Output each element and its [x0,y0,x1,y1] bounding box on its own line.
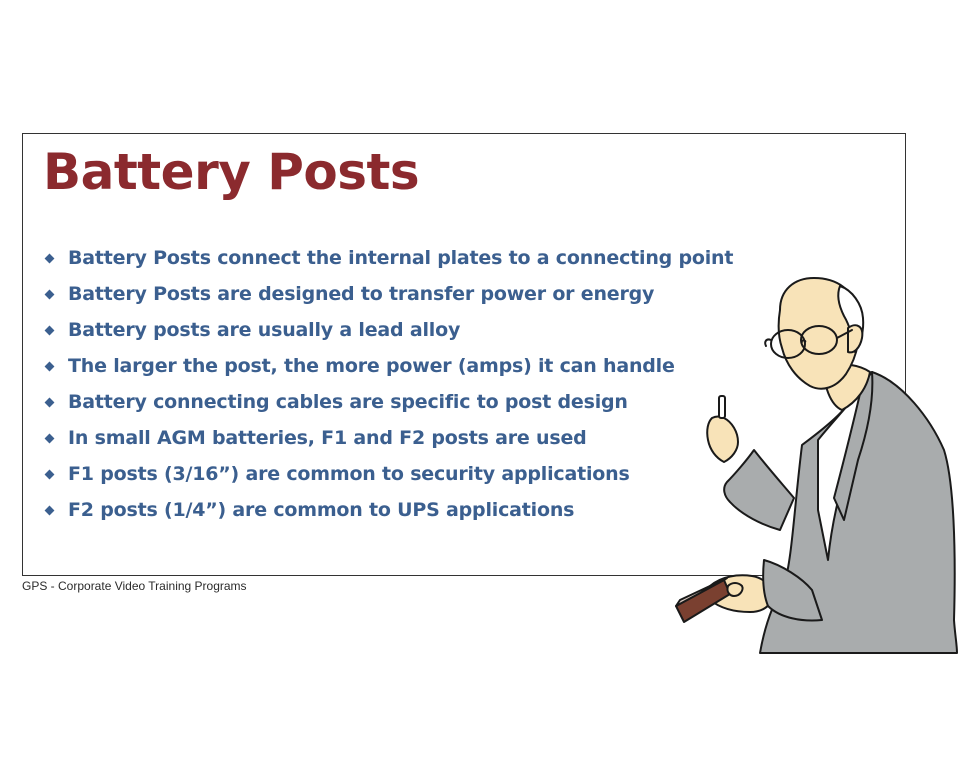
presenter-illustration [672,260,960,660]
footer-credit: GPS - Corporate Video Training Programs [22,579,247,593]
bullet-text: Battery connecting cables are specific to post design [68,391,628,413]
bullet-text: Battery Posts connect the internal plates to a connecting point [68,247,734,269]
bullet-item [44,348,733,384]
bullet-text: F1 posts (3/16”) are common to security applications [68,463,630,485]
diamond-bullet-icon [45,469,55,479]
bullet-item [44,456,733,492]
bullet-list [44,240,733,528]
bullet-text: Battery Posts are designed to transfer power or energy [68,283,655,305]
diamond-bullet-icon [45,325,55,335]
diamond-bullet-icon [45,397,55,407]
thumb [727,583,742,596]
bullet-item [44,240,733,276]
raised-arm [724,450,794,530]
diamond-bullet-icon [45,505,55,515]
diamond-bullet-icon [45,433,55,443]
bullet-text: Battery posts are usually a lead alloy [68,319,461,341]
bullet-text: F2 posts (1/4”) are common to UPS applications [68,499,575,521]
chalk [719,396,725,418]
bullet-item [44,420,733,456]
diamond-bullet-icon [45,361,55,371]
slide-title: Battery Posts [43,143,420,201]
raised-hand [707,417,738,463]
diamond-bullet-icon [45,289,55,299]
diamond-bullet-icon [45,253,55,263]
bullet-item [44,312,733,348]
bullet-text: In small AGM batteries, F1 and F2 posts are used [68,427,587,449]
bullet-text: The larger the post, the more power (amps) it can handle [68,355,675,377]
bullet-item [44,384,733,420]
bullet-item [44,276,733,312]
ear [848,325,862,352]
bullet-item [44,492,733,528]
